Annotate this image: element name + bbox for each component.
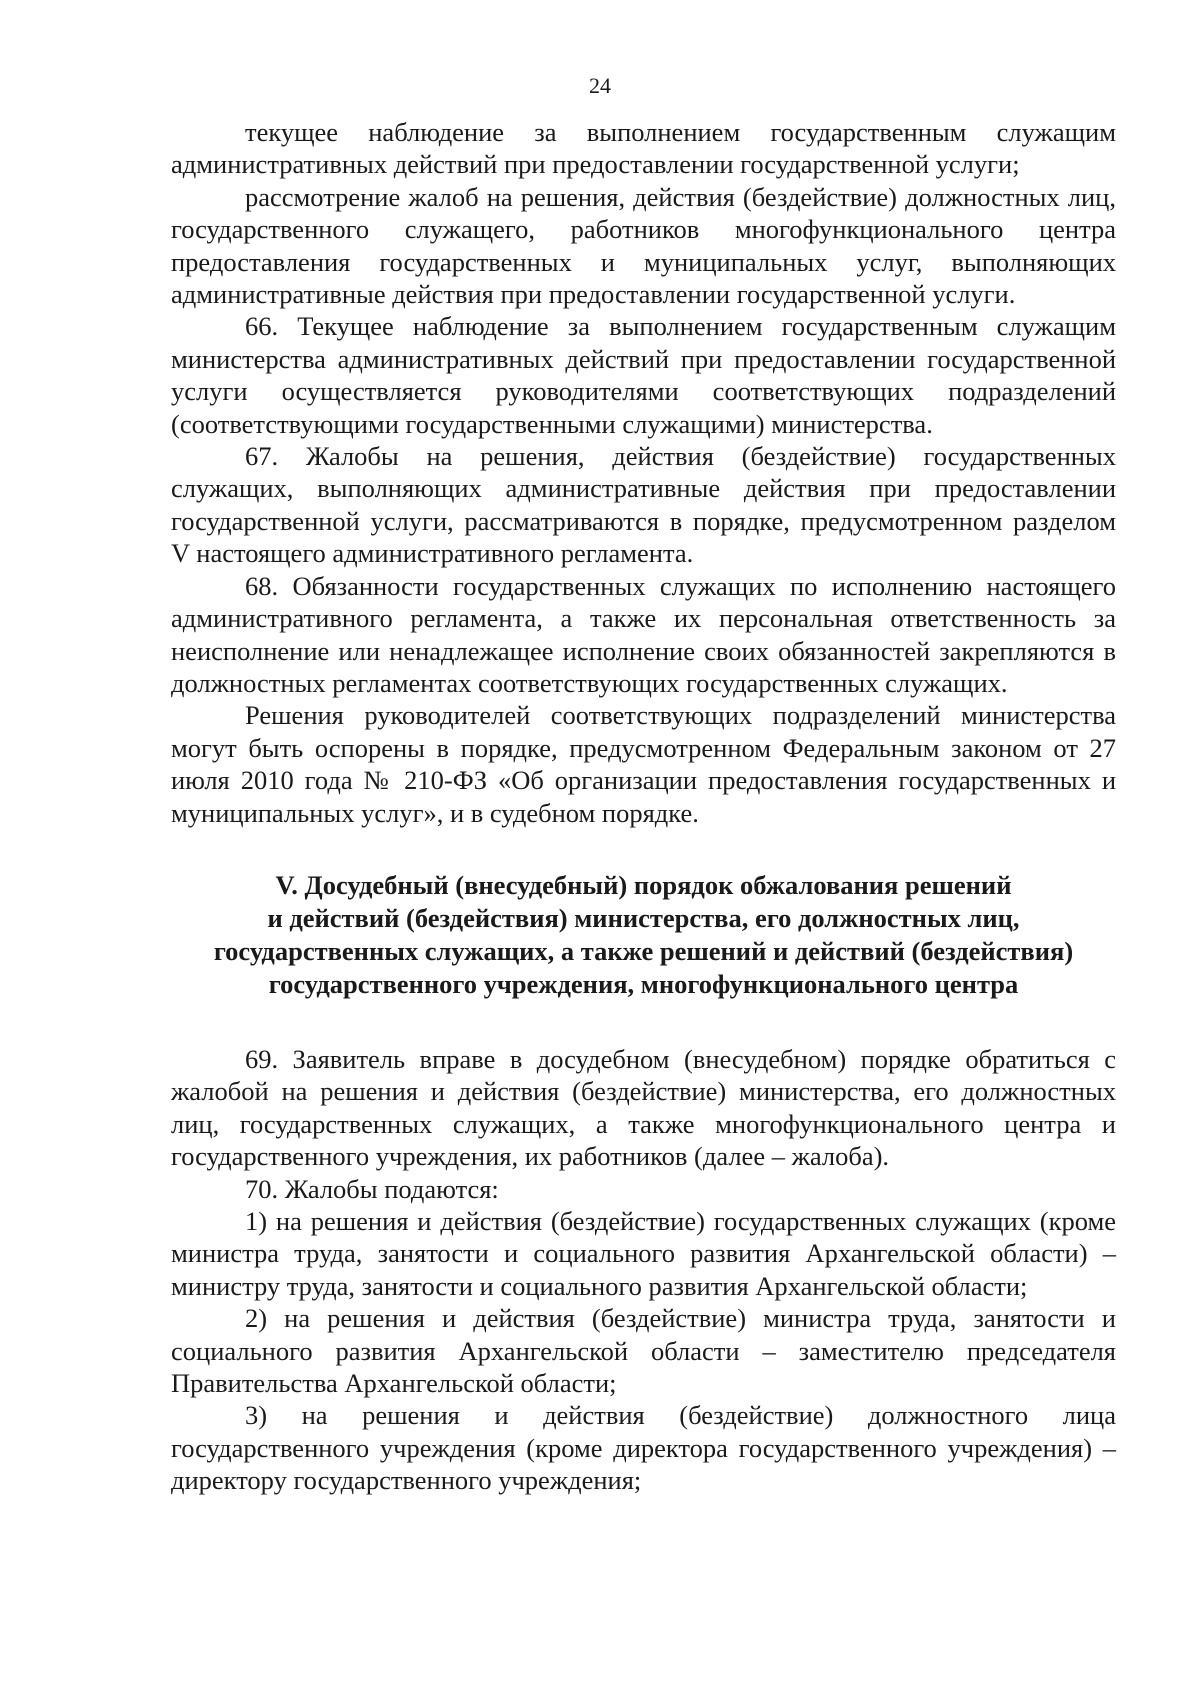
paragraph-68: 68. Обязанности государственных служащих по исполнению настоящего административного регламента, а также их персональная ответственность за неисполнение или ненадлежащее исполнение своих обязанностей закрепляются в должностных регламентах соответствующих государственных служащих. — [171, 570, 1116, 698]
list-item-3: 3) на решения и действия (бездействие) должностного лица государственного учреждения (кроме директора государственного учреждения) – директору государственного учреждения; — [171, 1400, 1116, 1496]
section-title-line: и действий (бездействия) министерства, его должностных лиц, — [267, 902, 1020, 933]
section-title-line: V. Досудебный (внесудебный) порядок обжалования решений — [275, 869, 1012, 900]
page-number: 24 — [589, 73, 611, 98]
document-body — [171, 116, 1116, 1497]
section-v-heading — [171, 869, 1116, 1001]
paragraph-complaints-review: рассмотрение жалоб на решения, действия (бездействие) должностных лиц, государственного служащего, работников многофункционального центра предоставления государственных и муниципальных услуг, выполняющих административные действия при предоставлении государственной услуги. — [171, 181, 1116, 310]
paragraph-66: 66. Текущее наблюдение за выполнением государственным служащим министерства административных действий при предоставлении государственной услуги осуществляется руководителями соответствующих подразделений (соответствующими государственными служащими) министерства. — [171, 311, 1116, 439]
paragraph-decisions-appeal: Решения руководителей соответствующих подразделений министерства могут быть оспорены в порядке, предусмотренном Федеральным законом от 27 июля 2010 года № 210-ФЗ «Об организации предоставления государственных и муниципальных услуг», и в судебном порядке. — [171, 700, 1116, 828]
list-item-1: 1) на решения и действия (бездействие) государственных служащих (кроме министра труда, занятости и социального развития Архангельской области) – министру труда, занятости и социального развития Архангельской области; — [171, 1205, 1116, 1301]
list-item-2: 2) на решения и действия (бездействие) министра труда, занятости и социального развития Архангельской области – заместителю председателя Правительства Архангельской области; — [171, 1303, 1116, 1398]
paragraph-67: 67. Жалобы на решения, действия (бездействие) государственных служащих, выполняющих административные действия при предоставлении государственной услуги, рассматриваются в порядке, предусмотренном разделом V настоящего административного регламента. — [171, 441, 1116, 569]
section-title-line: государственного учреждения, многофункционального центра — [268, 968, 1019, 999]
section-title-line: государственных служащих, а также решений и действий (бездействия) — [213, 935, 1074, 966]
paragraph-69: 69. Заявитель вправе в досудебном (внесудебном) порядке обратиться с жалобой на решения и действия (бездействие) министерства, его должностных лиц, государственных служащих, а также многофункционального центра и государственного учреждения, их работников (далее – жалоба). — [171, 1043, 1116, 1172]
paragraph-70: 70. Жалобы подаются: — [245, 1173, 499, 1204]
paragraph-monitoring: текущее наблюдение за выполнением государственным служащим административных действий при предоставлении государственной услуги; — [171, 117, 1116, 180]
